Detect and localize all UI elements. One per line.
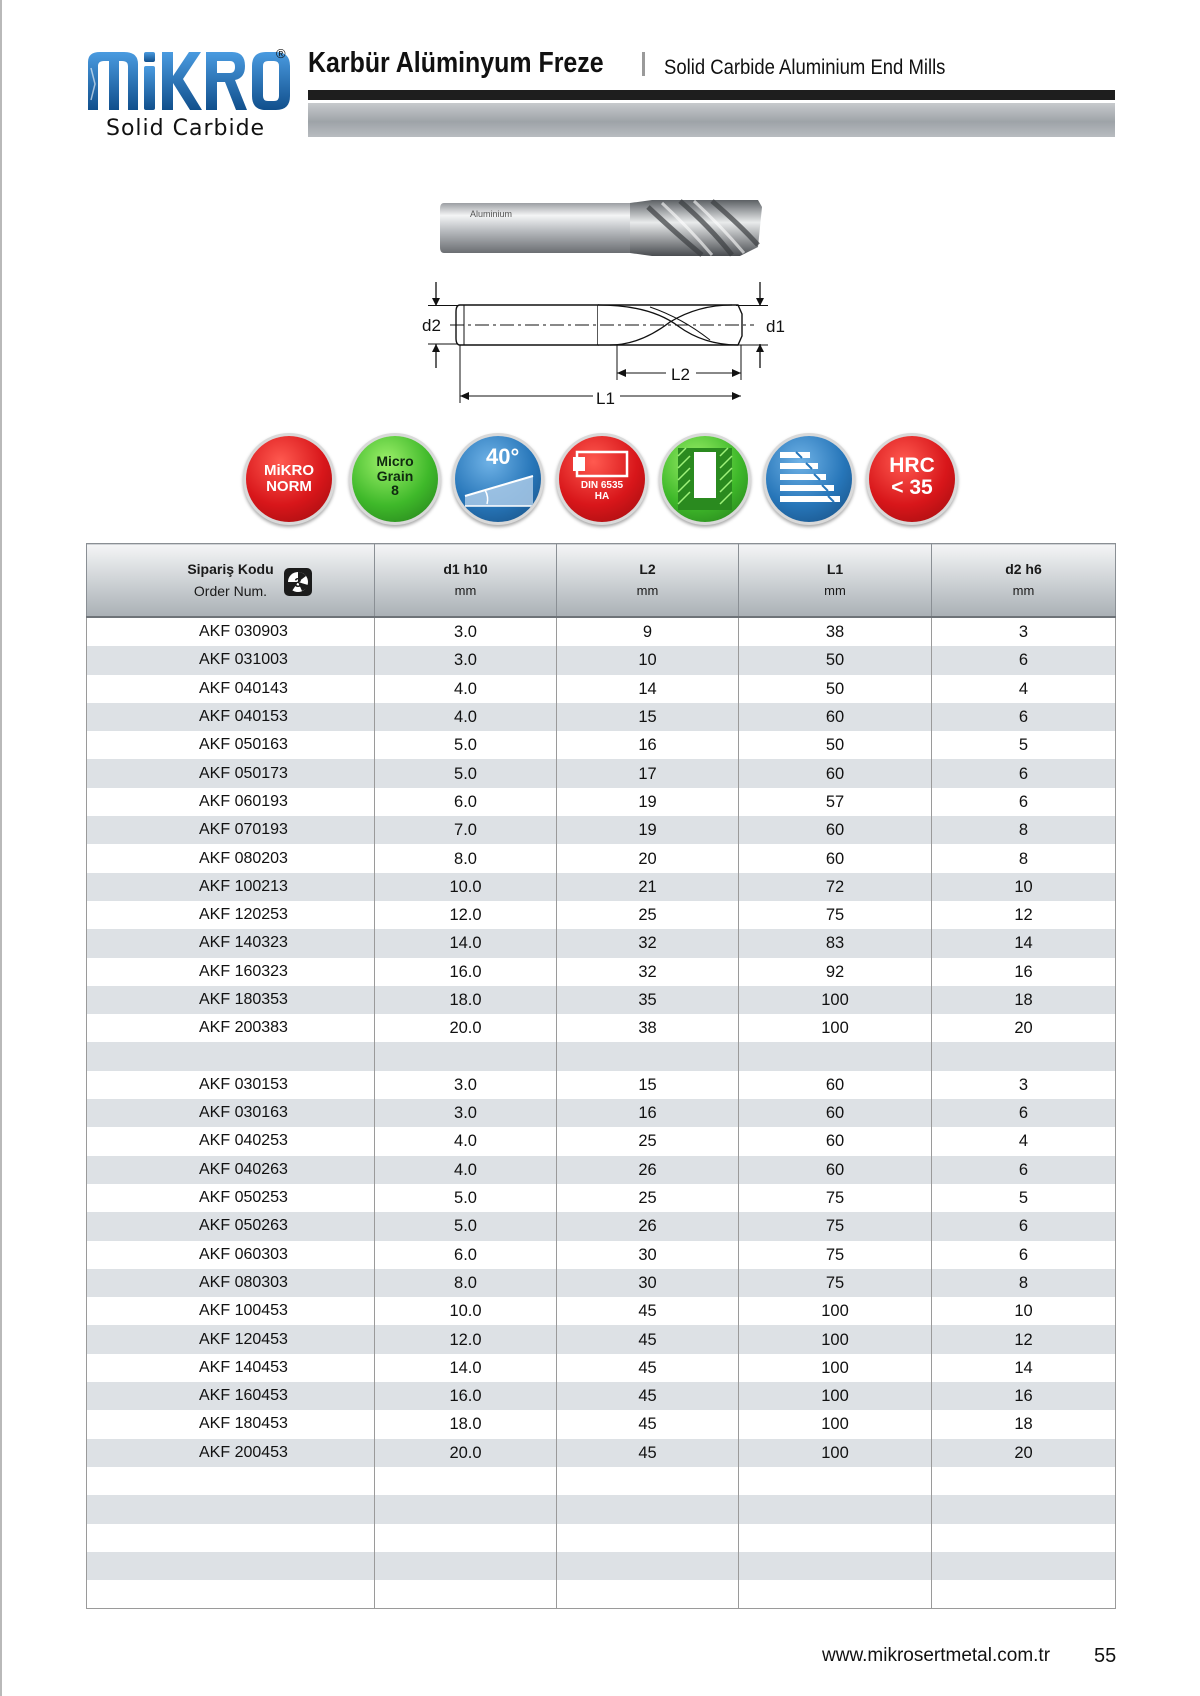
cell-d2	[932, 1580, 1116, 1609]
table-row	[87, 1552, 1116, 1580]
cell-L1	[739, 1467, 932, 1495]
cell-d2	[932, 1467, 1116, 1495]
table-row	[87, 1241, 1116, 1269]
cell-L2	[557, 1552, 739, 1580]
cell-L1: 50	[739, 646, 932, 674]
cell-d2: 10	[932, 1297, 1116, 1325]
table-row	[87, 1325, 1116, 1353]
cell-L1: 75	[739, 1241, 932, 1269]
page-edge-rule	[0, 0, 2, 1696]
cell-L1: 60	[739, 816, 932, 844]
cell-d1: 3.0	[375, 617, 557, 646]
cell-d2: 10	[932, 873, 1116, 901]
cell-d2: 18	[932, 986, 1116, 1014]
cell-d1: 12.0	[375, 1325, 557, 1353]
shank-marking: Aluminium	[470, 209, 513, 219]
header-L1: L1 mm	[739, 544, 932, 618]
cell-code	[87, 1524, 375, 1552]
cell-L1: 75	[739, 901, 932, 929]
cell-L1: 100	[739, 1439, 932, 1467]
cell-d2: 8	[932, 844, 1116, 872]
cell-d2: 6	[932, 1241, 1116, 1269]
cell-L1: 60	[739, 703, 932, 731]
cell-L2: 9	[557, 617, 739, 646]
cell-d2: 3	[932, 617, 1116, 646]
cell-code: AKF 050173	[87, 759, 375, 787]
micro-grain-icon: Micro Grain 8	[352, 436, 438, 522]
cell-L2	[557, 1467, 739, 1495]
cell-L2: 32	[557, 929, 739, 957]
cell-L1: 60	[739, 1127, 932, 1155]
cell-code: AKF 040143	[87, 675, 375, 703]
cell-d2: 20	[932, 1439, 1116, 1467]
mikro-norm-icon: MiKRO NORM	[246, 436, 332, 522]
table-row	[87, 1042, 1116, 1070]
table-row	[87, 1297, 1116, 1325]
d2-label: d2	[422, 316, 441, 335]
flute-length-icon	[766, 436, 852, 522]
cell-L2: 30	[557, 1241, 739, 1269]
table-row	[87, 1580, 1116, 1609]
cell-L2: 21	[557, 873, 739, 901]
cell-d1: 6.0	[375, 1241, 557, 1269]
cell-d1: 4.0	[375, 703, 557, 731]
cell-code: AKF 050253	[87, 1184, 375, 1212]
cell-d2: 6	[932, 759, 1116, 787]
table-row	[87, 1354, 1116, 1382]
cell-L2: 26	[557, 1212, 739, 1240]
cell-d2: 8	[932, 1269, 1116, 1297]
table-row	[87, 788, 1116, 816]
table-row	[87, 1156, 1116, 1184]
cell-d2: 4	[932, 1127, 1116, 1155]
cell-L1: 100	[739, 1410, 932, 1438]
L2-label: L2	[671, 365, 690, 384]
cell-L1: 50	[739, 675, 932, 703]
cell-L1: 83	[739, 929, 932, 957]
cell-L2: 45	[557, 1354, 739, 1382]
header-L2: L2 mm	[557, 544, 739, 618]
slot-milling-icon	[662, 436, 748, 522]
cell-d1: 16.0	[375, 1382, 557, 1410]
cell-d1: 14.0	[375, 1354, 557, 1382]
cell-d1	[375, 1524, 557, 1552]
cell-d2: 5	[932, 731, 1116, 759]
cell-L2	[557, 1495, 739, 1523]
table-row	[87, 873, 1116, 901]
header-rule	[308, 90, 1115, 100]
cell-L1: 60	[739, 844, 932, 872]
website-url[interactable]: www.mikrosertmetal.com.tr	[822, 1645, 1051, 1666]
cell-L2: 45	[557, 1325, 739, 1353]
cell-L2: 20	[557, 844, 739, 872]
table-row	[87, 1014, 1116, 1042]
cell-L2: 14	[557, 675, 739, 703]
cell-L1: 60	[739, 1071, 932, 1099]
cell-code: AKF 100453	[87, 1297, 375, 1325]
cell-d1: 5.0	[375, 759, 557, 787]
cell-L1: 75	[739, 1184, 932, 1212]
cell-L1: 60	[739, 759, 932, 787]
cell-L2: 35	[557, 986, 739, 1014]
cell-L1: 38	[739, 617, 932, 646]
cell-L2: 19	[557, 788, 739, 816]
cell-L2: 32	[557, 958, 739, 986]
cell-L2: 30	[557, 1269, 739, 1297]
cell-d1: 18.0	[375, 1410, 557, 1438]
cell-code	[87, 1552, 375, 1580]
cell-L2	[557, 1524, 739, 1552]
cell-d2: 4	[932, 675, 1116, 703]
cell-code: AKF 060303	[87, 1241, 375, 1269]
cell-code: AKF 100213	[87, 873, 375, 901]
table-row	[87, 646, 1116, 674]
cell-d1: 5.0	[375, 731, 557, 759]
table-header-row	[87, 544, 1116, 618]
table-row	[87, 1382, 1116, 1410]
cell-d2: 6	[932, 788, 1116, 816]
cell-L1: 100	[739, 1325, 932, 1353]
cell-d1: 7.0	[375, 816, 557, 844]
flute-count-icon	[284, 568, 312, 596]
cell-d1: 3.0	[375, 1071, 557, 1099]
header-d1: d1 h10 mm	[375, 544, 557, 618]
cell-d1: 20.0	[375, 1014, 557, 1042]
cell-L1: 100	[739, 1297, 932, 1325]
table-row	[87, 703, 1116, 731]
cell-d2: 6	[932, 703, 1116, 731]
cell-L1: 100	[739, 1014, 932, 1042]
cell-code: AKF 080203	[87, 844, 375, 872]
cell-code: AKF 160323	[87, 958, 375, 986]
cell-d2: 8	[932, 816, 1116, 844]
cell-d1: 4.0	[375, 1156, 557, 1184]
cell-L1: 72	[739, 873, 932, 901]
cell-d1: 4.0	[375, 675, 557, 703]
cell-L2: 45	[557, 1297, 739, 1325]
cell-L2: 25	[557, 1184, 739, 1212]
table-row	[87, 816, 1116, 844]
page-title-turkish: Karbür Alüminyum Freze	[308, 47, 604, 79]
din-shank-icon: DIN 6535 HA	[559, 436, 645, 522]
cell-code	[87, 1495, 375, 1523]
table-row	[87, 901, 1116, 929]
cell-code: AKF 070193	[87, 816, 375, 844]
cell-L2: 15	[557, 1071, 739, 1099]
cell-code: AKF 140323	[87, 929, 375, 957]
cell-L1: 100	[739, 1354, 932, 1382]
cell-d1	[375, 1042, 557, 1070]
cell-d2: 16	[932, 958, 1116, 986]
cell-L1: 57	[739, 788, 932, 816]
table-row	[87, 759, 1116, 787]
cell-L2: 45	[557, 1439, 739, 1467]
cell-d2: 12	[932, 901, 1116, 929]
cell-d1: 4.0	[375, 1127, 557, 1155]
table-row	[87, 1099, 1116, 1127]
cell-d1: 14.0	[375, 929, 557, 957]
cell-L1: 60	[739, 1099, 932, 1127]
cell-d1: 10.0	[375, 873, 557, 901]
cell-L1: 100	[739, 986, 932, 1014]
cell-L2: 26	[557, 1156, 739, 1184]
title-separator	[642, 52, 645, 76]
cell-d1: 20.0	[375, 1439, 557, 1467]
table-row	[87, 1495, 1116, 1523]
cell-d1: 6.0	[375, 788, 557, 816]
hardness-icon: HRC < 35	[869, 436, 955, 522]
cell-code: AKF 120453	[87, 1325, 375, 1353]
cell-d2: 20	[932, 1014, 1116, 1042]
cell-d2: 6	[932, 1156, 1116, 1184]
table-row	[87, 1071, 1116, 1099]
cell-code: AKF 140453	[87, 1354, 375, 1382]
table-row	[87, 958, 1116, 986]
table-row	[87, 1524, 1116, 1552]
cell-d2: 3	[932, 1071, 1116, 1099]
cell-d2: 14	[932, 929, 1116, 957]
cell-d1	[375, 1495, 557, 1523]
header-d2: d2 h6 mm	[932, 544, 1116, 618]
cell-L1	[739, 1495, 932, 1523]
registered-mark: ®	[276, 46, 286, 61]
page-title-english: Solid Carbide Aluminium End Mills	[664, 56, 946, 79]
cell-L2: 19	[557, 816, 739, 844]
d1-label: d1	[766, 317, 785, 336]
cell-code: AKF 060193	[87, 788, 375, 816]
cell-L1: 100	[739, 1382, 932, 1410]
table-row	[87, 1184, 1116, 1212]
table-row	[87, 1467, 1116, 1495]
cell-code: AKF 030163	[87, 1099, 375, 1127]
cell-code: AKF 030153	[87, 1071, 375, 1099]
cell-code: AKF 160453	[87, 1382, 375, 1410]
cell-code: AKF 180453	[87, 1410, 375, 1438]
cell-code: AKF 050163	[87, 731, 375, 759]
technical-drawing	[420, 278, 790, 413]
cell-code: AKF 050263	[87, 1212, 375, 1240]
helix-angle-icon: 40°	[455, 436, 541, 522]
table-row	[87, 844, 1116, 872]
cell-d2: 12	[932, 1325, 1116, 1353]
cell-code: AKF 080303	[87, 1269, 375, 1297]
cell-d1: 5.0	[375, 1212, 557, 1240]
cell-L2	[557, 1042, 739, 1070]
cell-d1: 16.0	[375, 958, 557, 986]
cell-code: AKF 040253	[87, 1127, 375, 1155]
cell-L2: 15	[557, 703, 739, 731]
end-mill-photo	[440, 197, 765, 264]
cell-d1	[375, 1552, 557, 1580]
cell-code: AKF 030903	[87, 617, 375, 646]
product-table	[86, 543, 1115, 1609]
cell-d1: 8.0	[375, 844, 557, 872]
cell-L1	[739, 1042, 932, 1070]
cell-d1: 18.0	[375, 986, 557, 1014]
cell-d2: 6	[932, 646, 1116, 674]
cell-d2: 6	[932, 1212, 1116, 1240]
cell-L1: 75	[739, 1212, 932, 1240]
cell-L2: 16	[557, 1099, 739, 1127]
cell-d2	[932, 1495, 1116, 1523]
cell-code: AKF 031003	[87, 646, 375, 674]
cell-L2	[557, 1580, 739, 1609]
cell-d1: 12.0	[375, 901, 557, 929]
cell-code: AKF 200383	[87, 1014, 375, 1042]
table-row	[87, 1212, 1116, 1240]
table-row	[87, 1269, 1116, 1297]
cell-d1: 10.0	[375, 1297, 557, 1325]
cell-L1: 60	[739, 1156, 932, 1184]
cell-L2: 38	[557, 1014, 739, 1042]
cell-code: AKF 120253	[87, 901, 375, 929]
table-row	[87, 986, 1116, 1014]
cell-d1	[375, 1467, 557, 1495]
cell-code: AKF 200453	[87, 1439, 375, 1467]
cell-d2: 14	[932, 1354, 1116, 1382]
cell-L2: 45	[557, 1410, 739, 1438]
cell-d2	[932, 1042, 1116, 1070]
cell-code: AKF 040153	[87, 703, 375, 731]
cell-d2	[932, 1552, 1116, 1580]
cell-L2: 10	[557, 646, 739, 674]
cell-d1: 3.0	[375, 646, 557, 674]
brand-subtitle: Solid Carbide	[106, 116, 266, 141]
table-row	[87, 731, 1116, 759]
table-row	[87, 1410, 1116, 1438]
table-row	[87, 929, 1116, 957]
page-number: 55	[1094, 1645, 1117, 1667]
cell-code	[87, 1580, 375, 1609]
cell-code	[87, 1042, 375, 1070]
header-band	[308, 103, 1115, 137]
feature-icons	[246, 436, 966, 526]
table-row	[87, 1127, 1116, 1155]
cell-L1: 75	[739, 1269, 932, 1297]
cell-L1: 50	[739, 731, 932, 759]
cell-d1: 3.0	[375, 1099, 557, 1127]
cell-L2: 16	[557, 731, 739, 759]
cell-L2: 17	[557, 759, 739, 787]
cell-d2: 18	[932, 1410, 1116, 1438]
cell-d2: 5	[932, 1184, 1116, 1212]
cell-d1	[375, 1580, 557, 1609]
cell-d1: 8.0	[375, 1269, 557, 1297]
cell-d1: 5.0	[375, 1184, 557, 1212]
table-row	[87, 617, 1116, 646]
cell-d2: 6	[932, 1099, 1116, 1127]
cell-L1: 92	[739, 958, 932, 986]
table-row	[87, 1439, 1116, 1467]
cell-code	[87, 1467, 375, 1495]
header-order-number: Sipariş Kodu Order Num. 3	[87, 544, 375, 618]
cell-L2: 25	[557, 1127, 739, 1155]
mikro-logo-icon	[86, 44, 291, 114]
svg-text:3: 3	[294, 575, 302, 590]
table-row	[87, 675, 1116, 703]
cell-code: AKF 180353	[87, 986, 375, 1014]
cell-L2: 45	[557, 1382, 739, 1410]
cell-L1	[739, 1552, 932, 1580]
cell-L1	[739, 1524, 932, 1552]
cell-L2: 25	[557, 901, 739, 929]
cell-d2: 16	[932, 1382, 1116, 1410]
cell-L1	[739, 1580, 932, 1609]
cell-code: AKF 040263	[87, 1156, 375, 1184]
cell-d2	[932, 1524, 1116, 1552]
L1-label: L1	[596, 389, 615, 408]
